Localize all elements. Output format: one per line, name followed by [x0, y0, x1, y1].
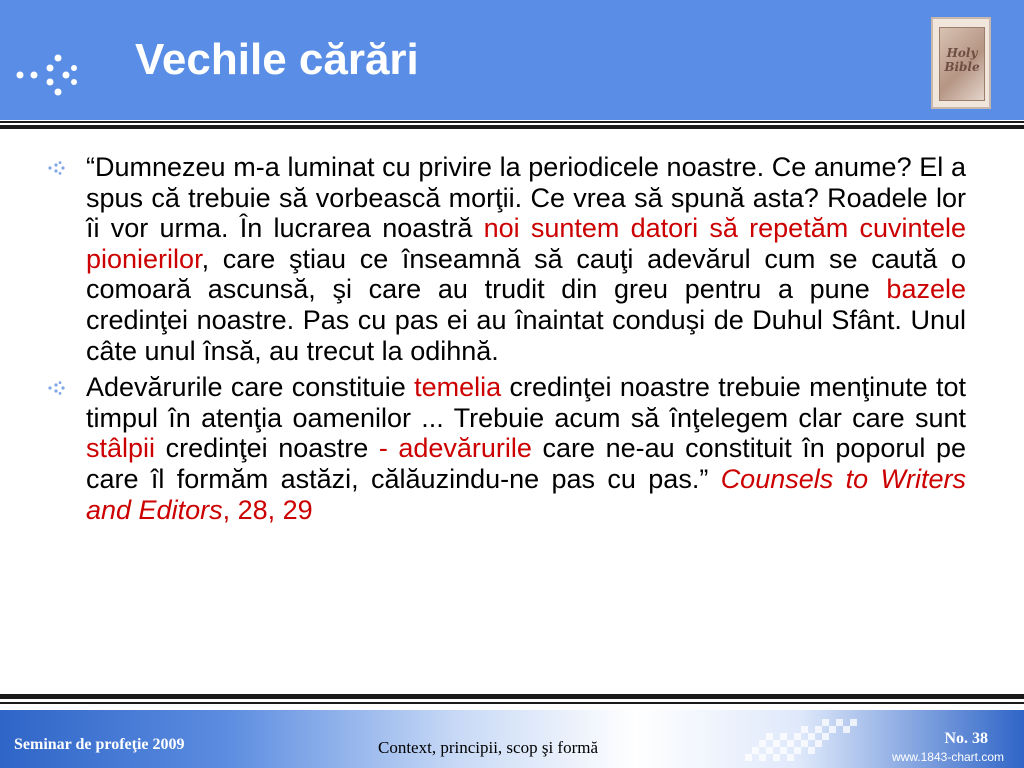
checkerboard-decoration-icon	[735, 714, 875, 768]
footer-subtitle: Context, principii, scop şi formă	[378, 738, 599, 757]
highlight-text: temelia	[414, 372, 502, 403]
slide-title: Vechile cărări	[135, 35, 419, 84]
citation-pages: , 28, 29	[222, 494, 313, 525]
bullet-paragraph-1	[48, 152, 966, 366]
arrow-bullet-icon	[48, 161, 66, 175]
footer-divider-thin	[0, 702, 1024, 704]
bible-logo-text: Holy Bible	[944, 46, 980, 74]
slide-header	[0, 0, 1024, 120]
footer-website: www.1843-chart.com	[891, 750, 1004, 764]
highlight-text: - adevărurile	[378, 433, 532, 464]
highlight-text: noi suntem datori să repetăm cuvintele pionierilor	[86, 213, 967, 274]
paragraph-text: Adevărurile care constituie	[86, 372, 415, 403]
paragraph-text: credinţei noastre. Pas cu pas ei au înaintat conduşi de Duhul Sfânt. Unul câte unul însă, au trecut la odihnă.	[86, 304, 966, 366]
paragraph-text: care ne-au constituit în poporul pe care îl formăm astăzi, călăuzindu-ne pas cu pas.”	[86, 433, 966, 494]
slide-footer	[0, 710, 1024, 768]
paragraph-text: credinţei noastre	[155, 433, 379, 464]
highlight-text: bazele	[886, 274, 966, 305]
holy-bible-logo	[931, 17, 991, 109]
slide-number: No. 38	[944, 730, 988, 747]
highlight-text: stâlpii	[86, 433, 156, 464]
paragraph-text: credinţei noastre trebuie menţinute tot timpul în atenţia oamenilor ... Trebuie acum să înţelegem clar care sunt	[86, 372, 966, 433]
paragraph-text: , care ştiau ce înseamnă să cauţi adevărul cum se caută o comoară ascunsă, şi care au trudit din greu pentru a pune	[86, 243, 966, 305]
arrow-bullet-icon	[48, 381, 66, 395]
header-divider-thin	[0, 121, 1024, 123]
bullet-paragraph-2	[48, 372, 966, 525]
citation-title: Counsels to Writers and Editors	[86, 463, 966, 525]
header-divider	[0, 125, 1024, 129]
bible-cover-image	[939, 27, 985, 101]
slide-content	[48, 152, 966, 531]
decorative-dots-icon	[14, 48, 84, 104]
footer-seminar-title: Seminar de profeţie 2009	[14, 736, 185, 753]
footer-divider	[0, 694, 1024, 699]
paragraph-text: “Dumnezeu m-a luminat cu privire la periodicele noastre. Ce anume? El a spus că trebuie să vorbească morţii. Ce vrea să spună asta? Roadele lor îi vor urma. În lucrarea noastră	[86, 152, 966, 244]
